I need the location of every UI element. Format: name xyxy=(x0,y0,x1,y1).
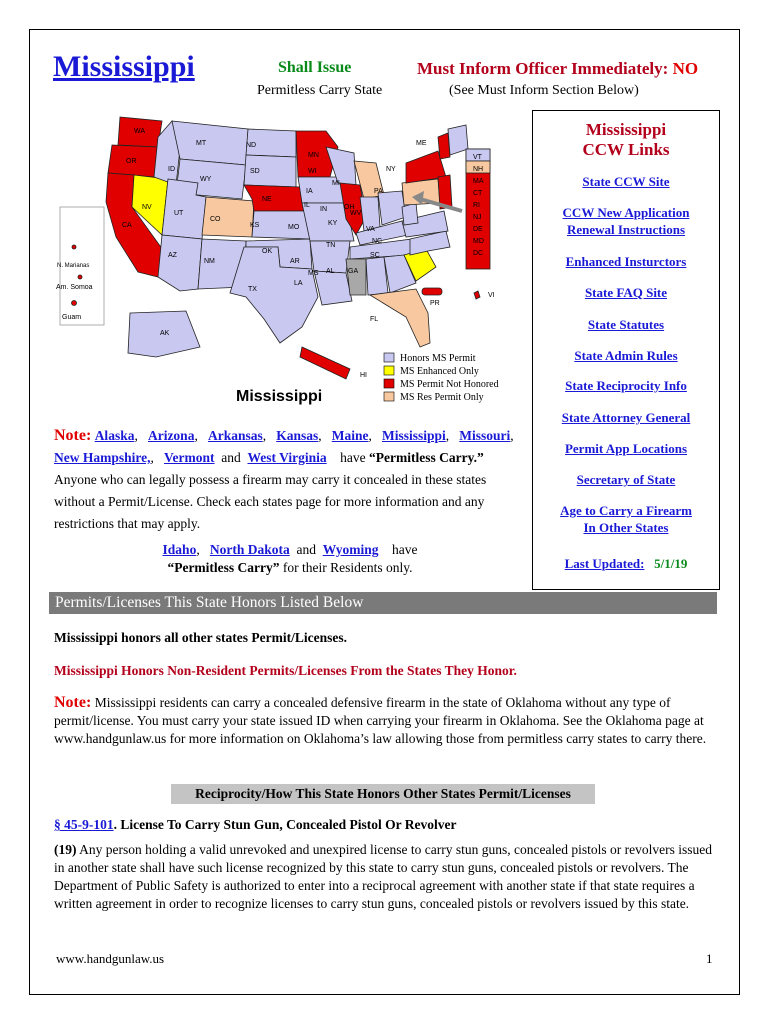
link-permit-app-locations[interactable]: Permit App Locations xyxy=(564,441,688,456)
svg-text:NY: NY xyxy=(386,166,396,173)
link-age-to-carry-a-firearm[interactable]: Age to Carry a Firearm In Other States xyxy=(560,503,692,535)
svg-text:GA: GA xyxy=(348,268,359,275)
honors-all: Mississippi honors all other states Permit/Licenses. xyxy=(54,630,347,645)
svg-text:PR: PR xyxy=(430,300,440,307)
state-pr xyxy=(422,288,442,295)
state-hi xyxy=(300,347,350,379)
link-state-reciprocity-info[interactable]: State Reciprocity Info xyxy=(565,378,687,393)
svg-text:MS Enhanced Only: MS Enhanced Only xyxy=(400,366,479,377)
svg-text:IL: IL xyxy=(304,202,310,209)
svg-text:KY: KY xyxy=(328,220,338,227)
permitless-carry-label: Permitless Carry State xyxy=(257,83,383,98)
state-link[interactable]: Mississippi xyxy=(382,428,446,443)
must-inform-label xyxy=(417,59,698,79)
statute-text: Any person holding a valid unrevoked and unexpired license to carry stun guns, concealed pistols or revolvers issued in another state shall have such license recognized by this state to carry stun guns, concealed pistols or revolvers. The Department of Public Safety is authorized to enter into a reciprocal agreement with another state if that state requires a written agreement in order to recognize licenses to carry stun guns, concealed pistols or revolvers issued by this state. xyxy=(54,842,712,911)
svg-text:ME: ME xyxy=(416,140,427,147)
svg-text:OH: OH xyxy=(344,204,355,211)
svg-text:N. Marianas: N. Marianas xyxy=(57,263,90,269)
state-wv xyxy=(402,203,418,225)
last-updated-label[interactable]: Last Updated: xyxy=(564,556,645,571)
reciprocity-heading: Reciprocity/How This State Honors Other States Permit/Licenses xyxy=(171,784,595,804)
svg-text:AK: AK xyxy=(160,330,170,337)
svg-text:NH: NH xyxy=(473,166,484,173)
must-inform-value: NO xyxy=(672,59,699,78)
must-inform-text: Must Inform Officer Immediately: xyxy=(417,59,669,78)
state-link[interactable]: Kansas xyxy=(276,428,319,443)
svg-text:AL: AL xyxy=(326,268,335,275)
state-link[interactable]: Missouri xyxy=(459,428,511,443)
map-legend xyxy=(384,353,499,403)
state-ne xyxy=(244,185,306,211)
svg-text:SD: SD xyxy=(250,168,260,175)
state-mt xyxy=(172,121,248,165)
svg-text:Honors MS Permit: Honors MS Permit xyxy=(400,353,476,364)
map-title: Mississippi xyxy=(236,388,323,405)
svg-text:WY: WY xyxy=(200,176,212,183)
see-must-inform: (See Must Inform Section Below) xyxy=(449,83,639,98)
and-word: and xyxy=(221,450,241,465)
link-secretary-of-state[interactable]: Secretary of State xyxy=(576,472,676,487)
oklahoma-note-text: Mississippi residents can carry a concealed defensive firearm in the state of Oklahoma without any type of permit/license. You must carry your state issued ID when carrying your firearm in Oklahoma. See the Oklahoma page at www.handgunlaw.us for more information on Oklahoma’s law allowing those from permitless carry states to carry there. xyxy=(54,695,707,746)
svg-text:DE: DE xyxy=(473,226,483,233)
svg-text:NM: NM xyxy=(204,258,215,265)
state-link[interactable]: New Hampshire, xyxy=(54,450,151,465)
svg-text:NV: NV xyxy=(142,204,152,211)
and-word: and xyxy=(296,542,316,557)
state-az xyxy=(158,235,202,291)
state-ks xyxy=(252,211,310,239)
svg-text:OK: OK xyxy=(262,248,273,255)
have-word: have xyxy=(340,450,366,465)
link-state-admin-rules[interactable]: State Admin Rules xyxy=(574,348,678,363)
state-title[interactable]: Mississippi xyxy=(53,50,195,83)
svg-text:RI: RI xyxy=(473,202,480,209)
svg-text:KS: KS xyxy=(250,222,260,229)
last-updated-date: 5/1/19 xyxy=(654,556,688,571)
last-updated xyxy=(533,556,719,572)
state-link[interactable]: Maine xyxy=(331,428,369,443)
permitless-term: “Permitless Carry.” xyxy=(369,450,484,465)
svg-text:NE: NE xyxy=(262,196,272,203)
svg-text:DC: DC xyxy=(473,250,484,257)
svg-text:MS: MS xyxy=(308,270,319,277)
svg-text:WI: WI xyxy=(308,168,317,175)
resident-permitless-term: “Permitless Carry” xyxy=(167,560,280,575)
have-word: have xyxy=(391,542,418,557)
svg-text:MS Permit Not Honored: MS Permit Not Honored xyxy=(400,379,499,390)
statute-heading xyxy=(54,817,457,833)
svg-text:WA: WA xyxy=(134,128,146,135)
link-state-faq-site[interactable]: State FAQ Site xyxy=(584,285,668,300)
link-enhanced-insturctors[interactable]: Enhanced Insturctors xyxy=(565,254,687,269)
svg-text:VI: VI xyxy=(488,292,495,299)
svg-text:PA: PA xyxy=(374,188,383,195)
state-link[interactable]: Vermont xyxy=(164,450,215,465)
oklahoma-note xyxy=(54,694,718,748)
svg-text:MO: MO xyxy=(288,224,300,231)
state-link[interactable]: North Dakota xyxy=(209,542,290,557)
svg-text:MI: MI xyxy=(332,180,340,187)
svg-text:MA: MA xyxy=(473,178,484,185)
links-title: Mississippi CCW Links xyxy=(582,120,670,159)
state-link[interactable]: West Virginia xyxy=(247,450,327,465)
state-la xyxy=(314,271,352,305)
svg-text:Am. Somoa: Am. Somoa xyxy=(56,284,93,291)
svg-text:HI: HI xyxy=(360,372,367,379)
note-label: Note: xyxy=(54,427,92,444)
svg-text:CT: CT xyxy=(473,190,483,197)
link-state-statutes[interactable]: State Statutes xyxy=(587,317,665,332)
state-me xyxy=(448,125,468,155)
svg-text:IA: IA xyxy=(306,188,313,195)
svg-text:FL: FL xyxy=(370,316,379,323)
state-fl xyxy=(370,289,430,347)
svg-text:TX: TX xyxy=(248,286,257,293)
svg-text:TN: TN xyxy=(326,242,336,249)
state-link[interactable]: Arizona xyxy=(147,428,195,443)
statute-title: . License To Carry Stun Gun, Concealed Pistol Or Revolver xyxy=(113,817,457,832)
state-link[interactable]: Arkansas xyxy=(207,428,263,443)
state-ms xyxy=(346,259,366,295)
statute-link[interactable]: § 45-9-101 xyxy=(54,817,114,832)
svg-text:ID: ID xyxy=(168,166,175,173)
svg-text:VA: VA xyxy=(366,226,375,233)
link-state-attorney-general[interactable]: State Attorney General xyxy=(561,410,691,425)
resident-permitless-text: for their Residents only. xyxy=(279,560,413,575)
svg-text:MN: MN xyxy=(308,152,319,159)
svg-text:WV: WV xyxy=(350,210,362,217)
permitless-note-text: Anyone who can legally possess a firearm may carry it concealed in these states without a Permit/License. Check each states page for more information and any restrictions that may apply. xyxy=(54,472,487,531)
footer-site: www.handgunlaw.us xyxy=(56,951,165,966)
svg-text:SC: SC xyxy=(370,252,380,259)
statute-paragraph xyxy=(54,841,718,913)
permitless-note: Note: Alaska, Arizona, Arkansas, Kansas, Maine, Mississippi, Missouri, New Hampshire,, Vermont and West Virginia have “Permitless Carry.” Anyone who can legally possess a firearm may carry it concealed in these states without a Permit/License. Check each states page for more information and any restrictions that may apply. xyxy=(54,427,521,531)
svg-text:IN: IN xyxy=(320,206,327,213)
svg-text:AZ: AZ xyxy=(168,252,177,259)
state-link[interactable]: Wyoming xyxy=(322,542,379,557)
note-label: Note: xyxy=(54,694,92,711)
svg-text:AR: AR xyxy=(290,258,300,265)
svg-text:MS Res Permit Only: MS Res Permit Only xyxy=(400,392,484,403)
svg-text:CO: CO xyxy=(210,216,221,223)
state-vi xyxy=(474,291,480,299)
svg-text:OR: OR xyxy=(126,158,137,165)
svg-text:LA: LA xyxy=(294,280,303,287)
ccw-links-box xyxy=(532,110,720,590)
link-state-ccw-site[interactable]: State CCW Site xyxy=(582,174,670,189)
reciprocity-map xyxy=(50,107,528,417)
svg-text:MT: MT xyxy=(196,140,207,147)
shall-issue-label: Shall Issue xyxy=(278,59,352,76)
statute-number: (19) xyxy=(54,842,77,857)
svg-text:MD: MD xyxy=(473,238,484,245)
svg-text:NJ: NJ xyxy=(473,214,482,221)
state-link[interactable]: Alaska xyxy=(94,428,135,443)
state-link[interactable]: Idaho xyxy=(162,542,197,557)
svg-text:UT: UT xyxy=(174,210,184,217)
svg-text:Guam: Guam xyxy=(62,314,82,321)
svg-text:CA: CA xyxy=(122,222,132,229)
svg-text:VT: VT xyxy=(473,154,482,161)
link-ccw-new-application[interactable]: CCW New Application Renewal Instructions xyxy=(562,205,690,237)
svg-text:ND: ND xyxy=(246,142,257,149)
svg-text:NC: NC xyxy=(372,238,383,245)
page-number: 1 xyxy=(706,951,713,966)
state-ne-area xyxy=(438,133,450,159)
section-bar: Permits/Licenses This State Honors Listed Below xyxy=(49,592,717,614)
honors-nonres: Mississippi Honors Non-Resident Permits/Licenses From the States They Honor. xyxy=(54,663,517,678)
resident-permitless-note: Idaho, North Dakota and Wyoming have “Permitless Carry” for their Residents only. xyxy=(162,542,418,575)
